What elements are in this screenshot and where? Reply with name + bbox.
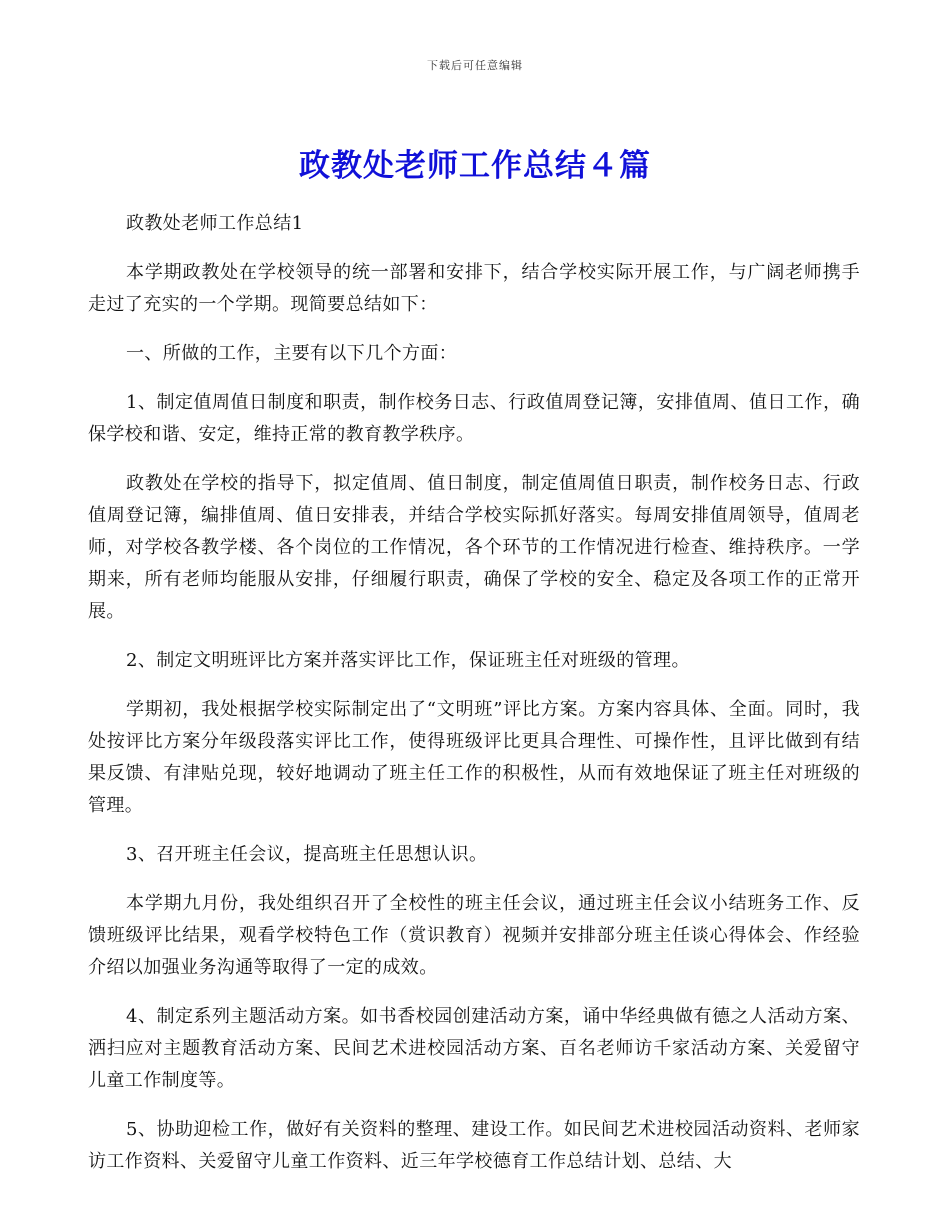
document-body — [88, 208, 860, 1195]
header-note: 下载后可任意编辑 — [427, 59, 523, 72]
paragraph: 4、制定系列主题活动方案。如书香校园创建活动方案，诵中华经典做有德之人活动方案、洒扫应对主题教育活动方案、民间艺术进校园活动方案、百名老师访千家活动方案、关爱留守儿童工作制度等。 — [88, 1006, 860, 1091]
paragraph: 政教处在学校的指导下，拟定值周、值日制度，制定值周值日职责，制作校务日志、行政值周登记簿，编排值周、值日安排表，并结合学校实际抓好落实。每周安排值周领导，值周老师，对学校各教学楼、各个岗位的工作情况，各个环节的工作情况进行检查、维持秩序。一学期来，所有老师均能服从安排，仔细履行职责，确保了学校的安全、稳定及各项工作的正常开展。 — [88, 473, 860, 622]
paragraph: 一、所做的工作，主要有以下几个方面： — [126, 343, 458, 364]
paragraph: 本学期九月份，我处组织召开了全校性的班主任会议，通过班主任会议小结班务工作、反馈班级评比结果，观看学校特色工作（赏识教育）视频并安排部分班主任谈心得体会、作经验介绍以加强业务沟通等取得了一定的成效。 — [88, 893, 860, 978]
paragraph: 5、协助迎检工作，做好有关资料的整理、建设工作。如民间艺术进校园活动资料、老师家访工作资料、关爱留守儿童工作资料、近三年学校德育工作总结计划、总结、大 — [88, 1119, 860, 1172]
paragraph-subtitle: 政教处老师工作总结1 — [126, 213, 304, 234]
paragraph: 3、召开班主任会议，提高班主任思想认识。 — [126, 844, 488, 865]
paragraph: 1、制定值周值日制度和职责，制作校务日志、行政值周登记簿，安排值周、值日工作，确保学校和谐、安定，维持正常的教育教学秩序。 — [88, 392, 860, 445]
paragraph: 本学期政教处在学校领导的统一部署和安排下，结合学校实际开展工作，与广阔老师携手走过了充实的一个学期。现简要总结如下： — [88, 262, 860, 315]
paragraph: 2、制定文明班评比方案并落实评比工作，保证班主任对班级的管理。 — [126, 650, 690, 671]
page-title: 政教处老师工作总结４篇 — [299, 148, 651, 184]
paragraph: 学期初，我处根据学校实际制定出了“文明班”评比方案。方案内容具体、全面。同时，我处按评比方案分年级段落实评比工作，使得班级评比更具合理性、可操作性，且评比做到有结果反馈、有津贴兑现，较好地调动了班主任工作的积极性，从而有效地保证了班主任对班级的管理。 — [88, 699, 860, 816]
